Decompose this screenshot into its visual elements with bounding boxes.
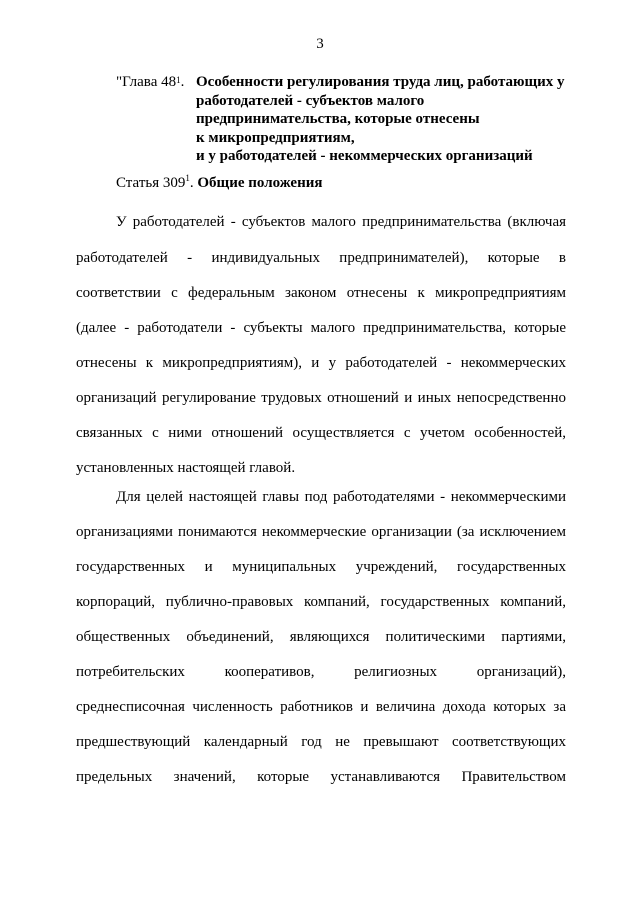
paragraph-line: корпораций, публично-правовых компаний, государственных компаний, — [76, 594, 566, 610]
chapter-title-line: и у работодателей - некоммерческих организаций — [196, 148, 533, 164]
paragraph-line: отнесены к микропредприятиям), и у работодателей - некоммерческих — [76, 355, 566, 371]
article-number: Статья 309 — [116, 175, 186, 191]
chapter-title-line: работодателей - субъектов малого — [196, 92, 425, 109]
chapter-title-line: к микропредприятиям, — [196, 129, 355, 146]
paragraph-line: (далее - работодатели - субъекты малого предпринимательства, которые — [76, 320, 566, 336]
paragraph-line: У работодателей - субъектов малого предпринимательства (включая — [116, 214, 566, 230]
paragraph-line: общественных объединений, являющихся политическими партиями, — [76, 629, 566, 645]
paragraph-line: работодателей - индивидуальных предпринимателей), которые в — [76, 250, 566, 266]
paragraph-line: государственных и муниципальных учреждений, государственных — [76, 559, 566, 575]
paragraph-line: установленных настоящей главой. — [76, 460, 296, 476]
chapter-superscript: 1 — [176, 75, 181, 85]
chapter-title-line: Особенности регулирования труда лиц, работающих у — [196, 74, 565, 90]
article-title: Общие положения — [197, 175, 323, 191]
chapter-heading — [116, 73, 565, 166]
paragraph-line: организациями понимаются некоммерческие организации (за исключением — [76, 524, 566, 540]
paragraph-line: потребительских кооперативов, религиозных организаций), — [76, 664, 566, 680]
paragraph-line: предшествующий календарный год не превышают соответствующих — [76, 734, 566, 750]
paragraph-line: предельных значений, которые устанавливаются Правительством — [76, 769, 566, 785]
paragraph-line: связанных с ними отношений осуществляется с учетом особенностей, — [76, 425, 566, 441]
article-superscript: 1 — [185, 173, 190, 183]
chapter-title — [196, 73, 565, 166]
chapter-number: "Глава $48^1$. — [116, 74, 185, 90]
article-heading: Статья $309^1$. Общие положения — [116, 173, 323, 191]
paragraph-line: среднесписочная численность работников и величина дохода которых за — [76, 699, 566, 715]
page-number: 3 — [316, 36, 324, 52]
paragraph-line: соответствии с федеральным законом отнесены к микропредприятиям — [76, 285, 566, 301]
chapter-title-line: предпринимательства, которые отнесены — [196, 111, 480, 127]
paragraph-line: организаций регулирование трудовых отношений и иных непосредственно — [76, 390, 566, 406]
paragraph-line: Для целей настоящей главы под работодателями - некоммерческими — [116, 489, 566, 505]
